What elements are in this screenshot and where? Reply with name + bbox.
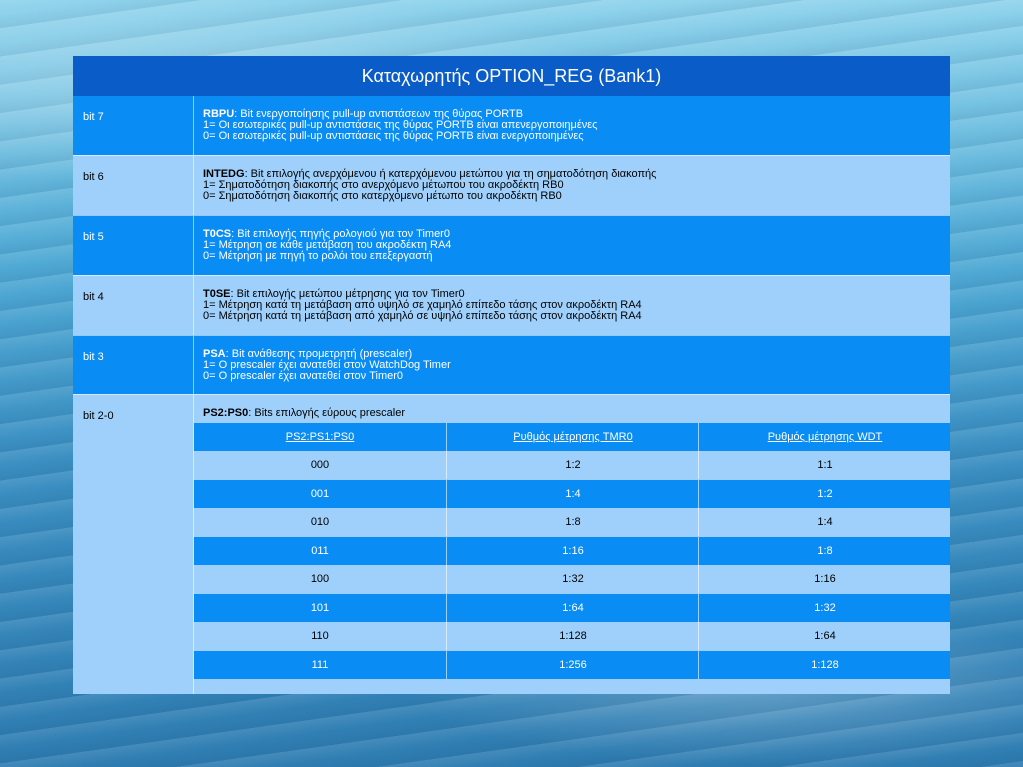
tmr0-rate-cell: 1:64 [446,594,699,622]
wdt-rate-cell: 1:1 [698,451,951,479]
bit-column [73,336,194,395]
bit-column [73,395,194,694]
table-row [194,480,950,508]
ps-bits-cell: 000 [310,459,330,471]
ps-bits-cell: 110 [311,630,329,642]
table-row [194,537,950,565]
tmr0-rate-cell: 1:4 [446,480,699,508]
bit-description [203,229,451,262]
prescaler-table [194,423,950,684]
bit-option-0: 0= Μέτρηση με πηγή το ρολόι του επεξεργαστή [203,250,433,262]
bit-column [73,216,194,276]
tmr0-rate-cell: 1:256 [446,651,699,679]
bit-name: PS2:PS0 [203,407,249,419]
tmr0-rate-cell: 1:32 [446,565,699,593]
bit-label: bit 5 [83,231,104,243]
tmr0-rate-cell: 1:2 [446,451,699,479]
bit-summary: : Bits επιλογής εύρους prescaler [248,407,406,419]
table-row-bit3 [73,335,950,395]
wdt-rate-cell: 1:32 [698,594,951,622]
prescaler-table-header [194,423,950,451]
bit-option-0: 0= Οι εσωτερικές pull-up αντιστάσεις της θύρας PORTB είναι ενεργοποιημένες [203,130,584,142]
tmr0-rate-cell: 1:16 [446,537,699,565]
table-row [194,622,950,650]
bit-name: INTEDG [203,168,245,180]
table-row-bit5 [73,215,950,276]
table-row [194,651,950,679]
header-tmr0-rate: Ρυθμός μέτρησης TMR0 [446,423,699,451]
table-row [194,594,950,622]
bit-description [203,289,642,322]
wdt-rate-cell: 1:128 [698,651,951,679]
bit-summary: : Bit επιλογής μετώπου μέτρησης για τον Timer0 [230,288,465,300]
table-row-bit4 [73,275,950,336]
bit-option-0: 0= Ο prescaler έχει ανατεθεί στον Timer0 [203,370,404,382]
table-row [194,565,950,593]
table-row [194,508,950,536]
bit-label: bit 4 [83,291,104,303]
bit-option-0: 0= Σηματοδότηση διακοπής στο κατερχόμενο μέτωπο του ακροδέκτη RB0 [203,190,562,202]
bit-description [203,169,656,202]
tmr0-rate-cell: 1:128 [446,622,699,650]
ps-bits-cell: 001 [310,488,330,500]
bit-summary: : Bit ανάθεσης προμετρητή (prescaler) [225,348,413,360]
ps-bits-cell: 101 [310,602,330,614]
table-row-bit7 [73,96,950,155]
bit-name: RBPU [203,108,235,120]
bit-description [203,408,405,419]
wdt-rate-cell: 1:64 [698,622,951,650]
bit-option-1: 1= Οι εσωτερικές pull-up αντιστάσεις της θύρας PORTB είναι απενεργοποιημένες [203,119,598,131]
option-reg-table [73,56,950,693]
bit-description [203,109,597,142]
bit-column [73,96,194,155]
bit-option-1: 1= Μέτρηση κατά τη μετάβαση από υψηλό σε χαμηλό επίπεδο τάσης στον ακροδέκτη RA4 [203,299,642,311]
header-wdt-rate: Ρυθμός μέτρησης WDT [698,423,951,451]
ps-bits-cell: 100 [310,573,330,585]
bit-name: PSA [203,348,226,360]
bit-column [73,276,194,336]
table-title: Καταχωρητής OPTION_REG (Bank1) [73,56,950,96]
tmr0-rate-cell: 1:8 [446,508,699,536]
wdt-rate-cell: 1:2 [698,480,951,508]
bit-name: T0CS [203,228,232,240]
table-row-bit6 [73,155,950,216]
wdt-rate-cell: 1:8 [698,537,951,565]
bit-summary: : Bit επιλογής ανερχόμενου ή κατερχόμενου μετώπου για τη σηματοδότηση διακοπής [244,168,657,180]
bit-option-1: 1= Ο prescaler έχει ανατεθεί στον WatchDog Timer [203,359,451,371]
bit-column [73,156,194,216]
bit-label: bit 3 [83,351,104,363]
bit-summary: : Bit ενεργοποίησης pull-up αντιστάσεων της θύρας PORTB [234,108,524,120]
bit-option-1: 1= Σηματοδότηση διακοπής στο ανερχόμενο μέτωπου του ακροδέκτη RB0 [203,179,564,191]
ps-bits-cell: 011 [311,545,329,557]
ps-bits-cell: 111 [311,659,329,671]
header-ps-bits: PS2:PS1:PS0 [285,431,355,443]
bit-label: bit 7 [83,111,104,123]
bit-name: T0SE [203,288,231,300]
bit-label: bit 2-0 [83,410,114,422]
wdt-rate-cell: 1:4 [698,508,951,536]
bit-option-0: 0= Μέτρηση κατά τη μετάβαση από χαμηλό σε υψηλό επίπεδο τάσης στον ακροδέκτη RA4 [203,310,642,322]
bit-description [203,349,451,382]
bit-summary: : Bit επιλογής πηγής ρολογιού για τον Timer0 [231,228,450,240]
ps-bits-cell: 010 [310,516,330,528]
wdt-rate-cell: 1:16 [698,565,951,593]
bit-option-1: 1= Μέτρηση σε κάθε μετάβαση του ακροδέκτη RA4 [203,239,452,251]
bit-label: bit 6 [83,171,104,183]
table-row [194,451,950,479]
